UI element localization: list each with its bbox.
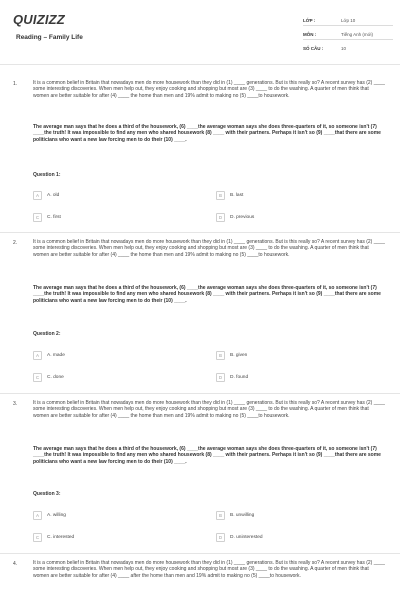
question-number: 4.	[13, 561, 18, 567]
option-d[interactable]	[216, 213, 366, 222]
option-text: C. interested	[47, 535, 75, 540]
option-d[interactable]	[216, 533, 366, 542]
option-d[interactable]	[216, 373, 366, 382]
meta-subject	[303, 32, 393, 42]
option-a[interactable]	[33, 191, 183, 200]
meta-subject-key: MÔN :	[303, 32, 317, 37]
passage-paragraph: It is a common belief in Britain that nowadays men do more housework than they did in (1) ____ generations. But is this really so? A recent survey has (2) ____ some interesting discoveries. When men help out, they enjoy cooking and shopping but most are (3) ____ to do the washing. A quarter of men think that women are better suitable for after (4) ____ after the home than men and 19% admit to making no (5) ____to housework.	[33, 560, 385, 579]
question-number: 3.	[13, 401, 18, 407]
option-c[interactable]	[33, 533, 183, 542]
question-label: Question 1:	[33, 172, 61, 178]
meta-class-value: Lớp 10	[341, 18, 356, 23]
question-divider	[0, 232, 400, 233]
worksheet-title: Reading – Family Life	[16, 34, 83, 41]
option-text: B. given	[230, 353, 248, 358]
option-letter-box: D	[216, 213, 225, 222]
option-letter-box: A	[33, 511, 42, 520]
meta-count	[303, 46, 393, 56]
question-number: 1.	[13, 81, 18, 87]
option-letter-box: B	[216, 511, 225, 520]
option-text: D. uninterested	[230, 535, 263, 540]
option-b[interactable]	[216, 511, 366, 520]
option-letter-box: C	[33, 373, 42, 382]
question-label: Question 3:	[33, 491, 61, 497]
question-number: 2.	[13, 240, 18, 246]
option-text: C. done	[47, 375, 64, 380]
question-label: Question 2:	[33, 331, 61, 337]
option-text: B. last	[230, 193, 244, 198]
option-text: C. first	[47, 215, 61, 220]
question-divider	[0, 393, 400, 394]
passage-paragraph: It is a common belief in Britain that nowadays men do more housework than they did in (1) ____ generations. But is this really so? A recent survey has (2) ____ some interesting discoveries. When men help out, they enjoy cooking and shopping but most are (3) ____ to do the washing. A quarter of men think that women are better suitable for after (4) ____ the home than men and 19% admit to making no (5) ____to housework.	[33, 80, 385, 99]
meta-subject-value: Tiếng Anh (mới)	[341, 32, 374, 37]
meta-divider	[303, 39, 393, 40]
passage-paragraph-bold: The average man says that he does a third of the housework, (6) ____the average woman says she does three-quarters of it, so someone isn't (7) ____the truth! It was impossible to find any men who shared housework (8) ____ with their partners. Perhaps it isn't so (9) ____that there are some politicians who want a new law forcing men to do their (10) ____.	[33, 285, 381, 304]
option-letter-box: A	[33, 351, 42, 360]
option-a[interactable]	[33, 511, 183, 520]
passage-paragraph: It is a common belief in Britain that nowadays men do more housework than they did in (1) ____ generations. But is this really so? A recent survey has (2) ____ some interesting discoveries. When men help out, they enjoy cooking and shopping but most are (3) ____ to do the washing. A quarter of men think that women are better suitable for after (4) ____ the home than men and 19% admit to making no (5) ____to housework.	[33, 400, 385, 419]
option-text: B. unwilling	[230, 513, 255, 518]
option-b[interactable]	[216, 351, 366, 360]
passage-paragraph-bold: The average man says that he does a third of the housework, (6) ____the average woman says she does three-quarters of it, so someone isn't (7) ____the truth! It was impossible to find any men who shared housework (8) ____ with their partners. Perhaps it isn't so (9) ____that there are some politicians who want a new law forcing men to do their (10) ____.	[33, 124, 381, 143]
option-text: D. found	[230, 375, 249, 380]
option-text: A. willing	[47, 513, 66, 518]
passage-paragraph-bold: The average man says that he does a third of the housework, (6) ____the average woman says she does three-quarters of it, so someone isn't (7) ____the truth! It was impossible to find any men who shared housework (8) ____ with their partners. Perhaps it isn't so (9) ____that there are some politicians who want a new law forcing men to do their (10) ____.	[33, 446, 381, 465]
option-letter-box: D	[216, 533, 225, 542]
meta-divider	[303, 25, 393, 26]
meta-count-value: 10	[341, 46, 347, 51]
option-letter-box: B	[216, 191, 225, 200]
option-letter-box: C	[33, 533, 42, 542]
meta-class	[303, 18, 393, 28]
quizizz-logo: QUIZIZZ	[13, 12, 65, 27]
option-b[interactable]	[216, 191, 366, 200]
option-text: A. made	[47, 353, 65, 358]
option-letter-box: A	[33, 191, 42, 200]
option-letter-box: B	[216, 351, 225, 360]
passage-paragraph: It is a common belief in Britain that nowadays men do more housework than they did in (1) ____ generations. But is this really so? A recent survey has (2) ____ some interesting discoveries. When men help out, they enjoy cooking and shopping but most are (3) ____ to do the washing. A quarter of men think that women are better suitable for after (4) ____ the home than men and 19% admit to making no (5) ____to housework.	[33, 239, 385, 258]
option-letter-box: D	[216, 373, 225, 382]
option-text: D. previous	[230, 215, 255, 220]
option-a[interactable]	[33, 351, 183, 360]
header-divider	[0, 64, 400, 65]
option-text: A. old	[47, 193, 60, 198]
question-divider	[0, 553, 400, 554]
option-c[interactable]	[33, 213, 183, 222]
option-letter-box: C	[33, 213, 42, 222]
meta-count-key: SỐ CÂU :	[303, 46, 324, 51]
meta-class-key: LỚP :	[303, 18, 316, 23]
option-c[interactable]	[33, 373, 183, 382]
